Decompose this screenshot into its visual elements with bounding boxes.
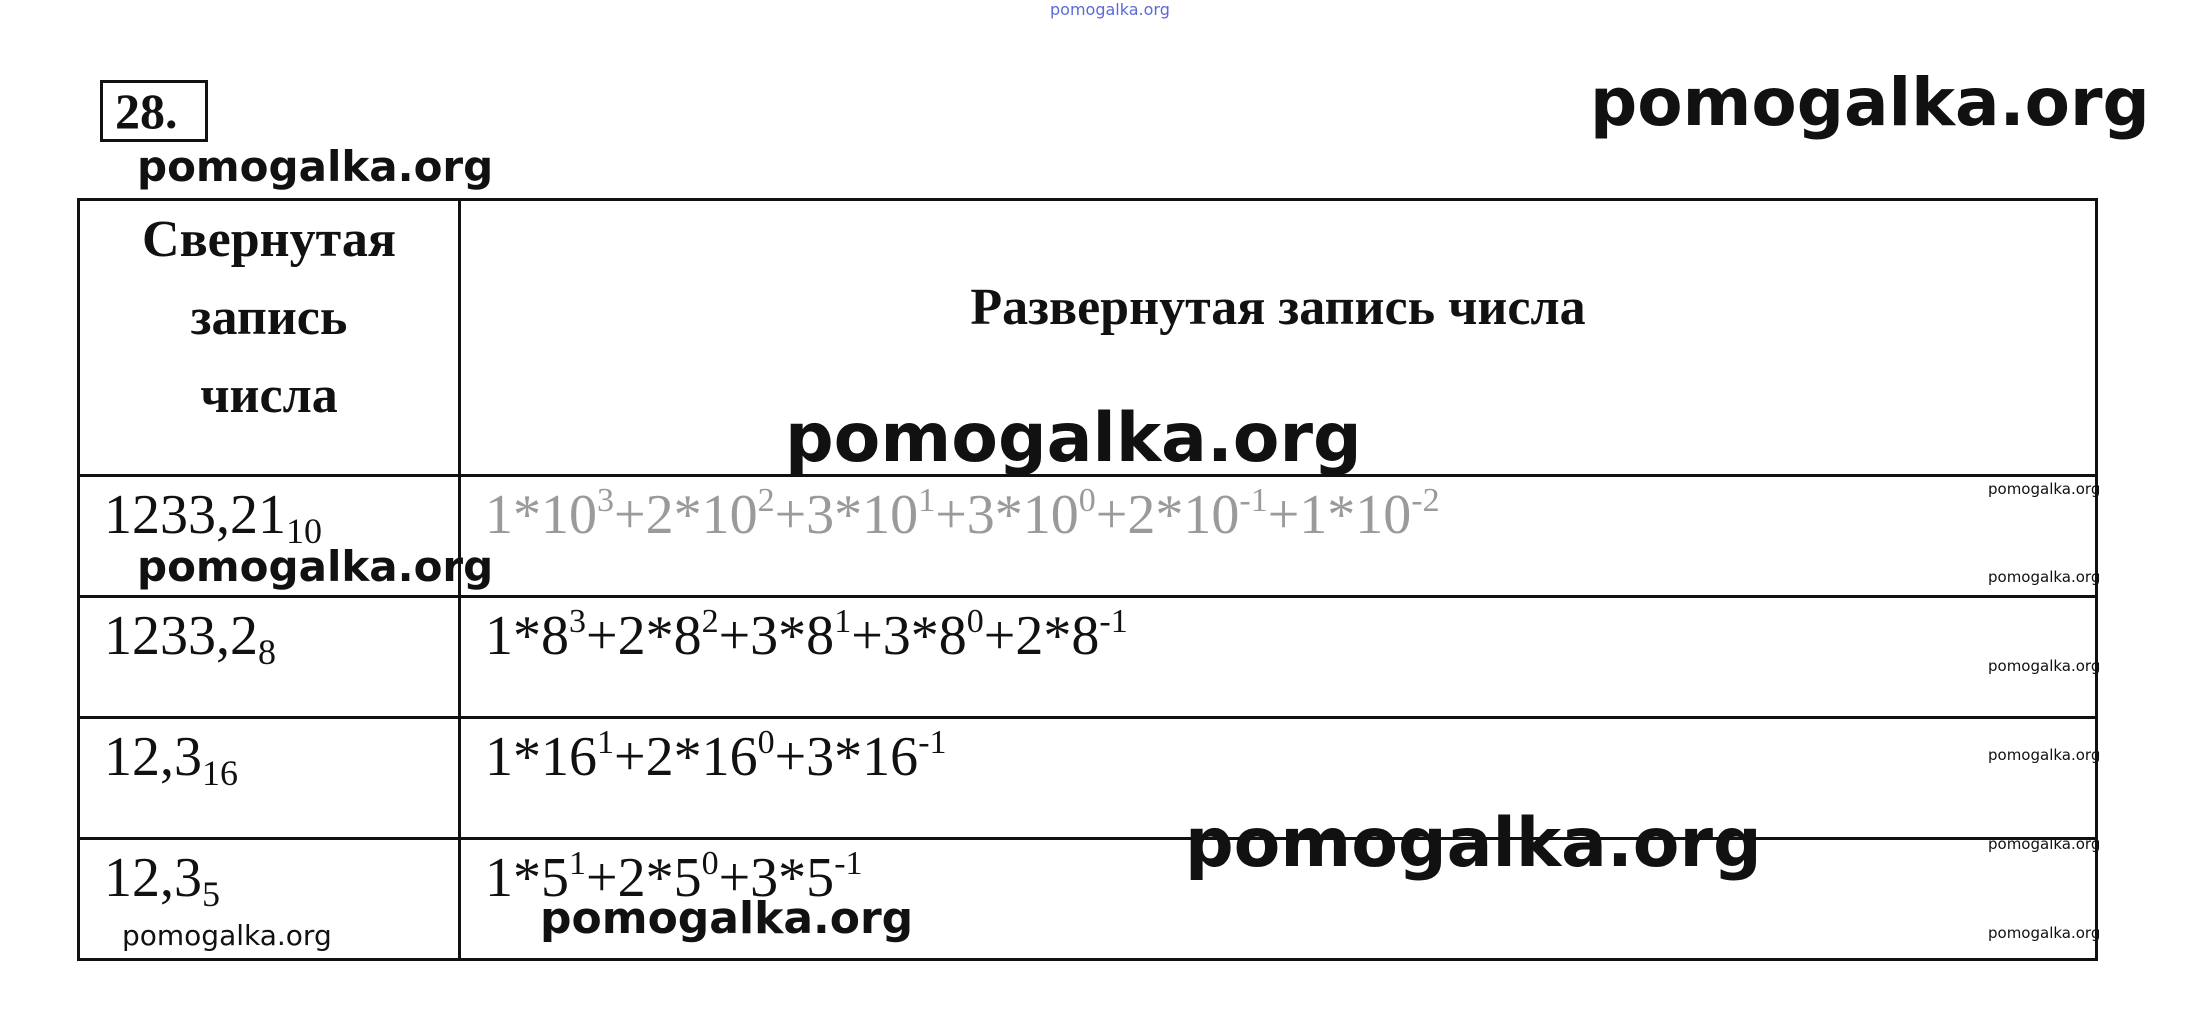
expanded-value-cell bbox=[460, 597, 2097, 718]
collapsed-value: 1233,21 bbox=[104, 484, 286, 546]
collapsed-value: 12,3 bbox=[104, 726, 202, 788]
watermark-row4-left: pomogalka.org bbox=[122, 919, 332, 952]
header-left-line-1: Свернутая bbox=[142, 211, 396, 268]
watermark-small-right: pomogalka.org bbox=[1988, 480, 2101, 498]
expanded-term: $1*8^3$ bbox=[485, 603, 586, 667]
table-row bbox=[79, 839, 2097, 960]
header-collapsed-notation bbox=[79, 200, 460, 476]
watermark-row3-mid: pomogalka.org bbox=[1185, 804, 1762, 883]
number-base: 16 bbox=[202, 753, 238, 793]
expanded-term: $+2*8^2$ bbox=[586, 603, 719, 667]
expanded-term: $+2*8^{-1}$ bbox=[983, 603, 1128, 667]
table-row bbox=[79, 597, 2097, 718]
watermark-row1-left: pomogalka.org bbox=[137, 542, 494, 591]
expanded-term: $+3*8^1$ bbox=[718, 603, 852, 667]
number-base: 5 bbox=[202, 874, 220, 914]
header-right-label: Развернутая запись числа bbox=[970, 279, 1586, 336]
expanded-term: $1*5^1$ bbox=[485, 845, 586, 909]
expanded-value-cell bbox=[460, 476, 2097, 597]
table-row bbox=[79, 718, 2097, 839]
expanded-term: $+1*10^{-2}$ bbox=[1267, 482, 1440, 546]
watermark-header-mid: pomogalka.org bbox=[785, 399, 1362, 478]
expanded-term: $+2*16^0$ bbox=[614, 724, 775, 788]
watermark-top-center: pomogalka.org bbox=[1050, 0, 1170, 19]
task-number: 28. bbox=[100, 80, 208, 142]
collapsed-value: 12,3 bbox=[104, 847, 202, 909]
header-left-line-3: числа bbox=[200, 367, 338, 424]
watermark-small-right: pomogalka.org bbox=[1988, 657, 2101, 675]
collapsed-value-cell bbox=[79, 718, 460, 839]
expanded-term: $+3*5^{-1}$ bbox=[718, 845, 863, 909]
watermark-small-right: pomogalka.org bbox=[1988, 568, 2101, 586]
watermark-row4-mid: pomogalka.org bbox=[540, 893, 914, 944]
watermark-top-right: pomogalka.org bbox=[1590, 64, 2150, 141]
expanded-term: $+3*16^{-1}$ bbox=[774, 724, 947, 788]
expanded-term: $+2*10^{-1}$ bbox=[1095, 482, 1268, 546]
header-left-line-2: запись bbox=[190, 289, 348, 346]
expanded-term: $+3*10^0$ bbox=[935, 482, 1096, 546]
collapsed-value: 1233,2 bbox=[104, 605, 258, 667]
number-base: 10 bbox=[286, 511, 322, 551]
expanded-term: $1*16^1$ bbox=[485, 724, 614, 788]
expanded-term: $+2*10^2$ bbox=[614, 482, 775, 546]
watermark-under-number: pomogalka.org bbox=[137, 142, 494, 191]
expanded-term: $+3*10^1$ bbox=[774, 482, 936, 546]
expanded-term: $1*10^3$ bbox=[485, 482, 614, 546]
watermark-small-right: pomogalka.org bbox=[1988, 835, 2101, 853]
collapsed-value-cell bbox=[79, 597, 460, 718]
expanded-term: $+3*8^0$ bbox=[851, 603, 984, 667]
number-base: 8 bbox=[258, 632, 276, 672]
watermark-small-right: pomogalka.org bbox=[1988, 746, 2101, 764]
watermark-small-right: pomogalka.org bbox=[1988, 924, 2101, 942]
expanded-term: $+2*5^0$ bbox=[586, 845, 719, 909]
